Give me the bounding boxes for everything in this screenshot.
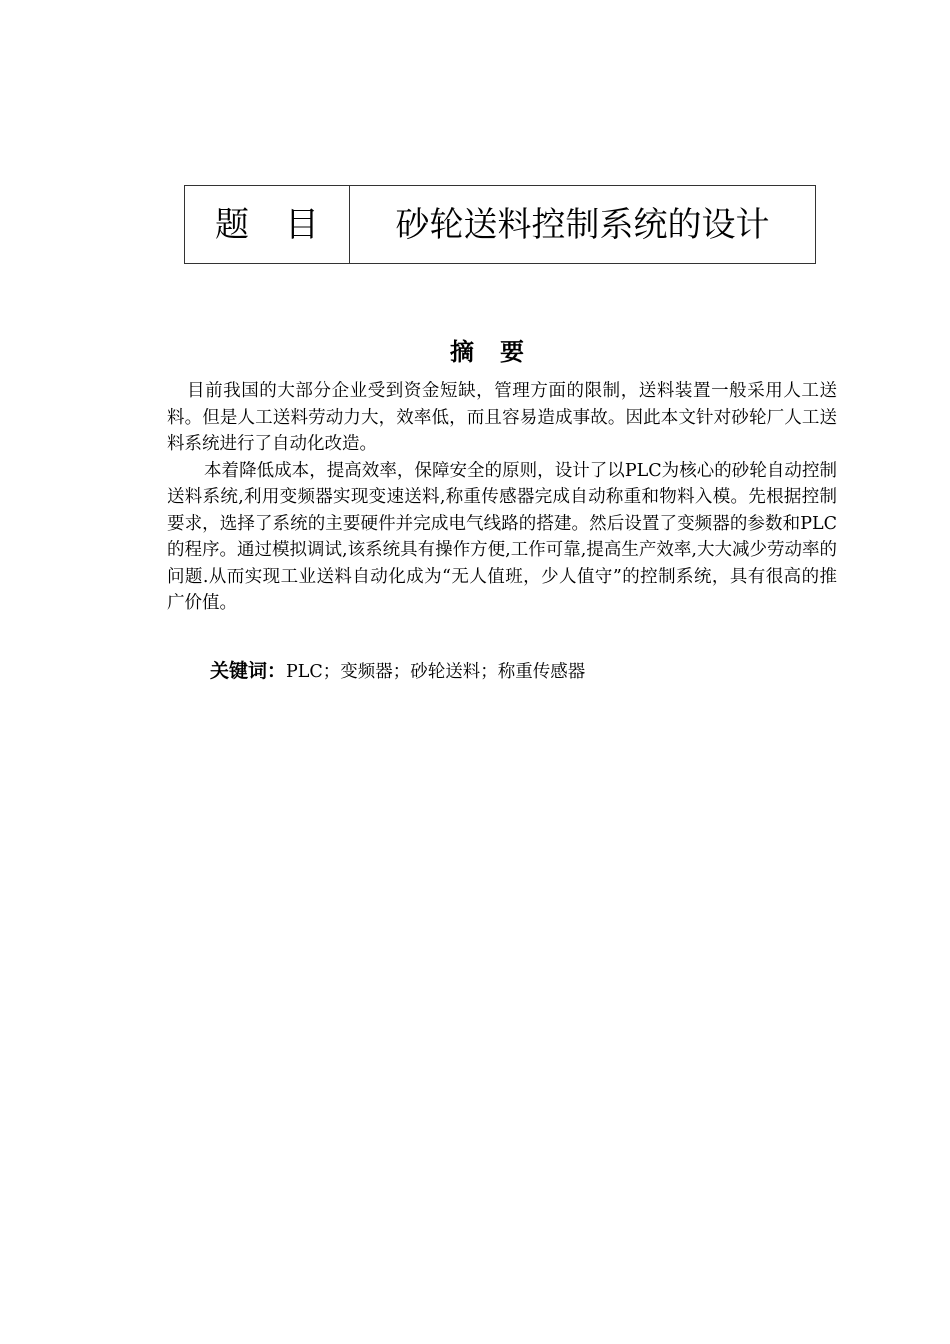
abstract-heading: 摘要 (450, 338, 550, 366)
abstract-paragraph: 本着降低成本，提高效率，保障安全的原则，设计了以PLC为核心的砂轮自动控制送料系统,利用变频器实现变速送料,称重传感器完成自动称重和物料入模。先根据控制要求，选择了系统的主要硬件并完成电气线路的搭建。然后设置了变频器的参数和PLC的程序。通过模拟调试,该系统具有操作方便,工作可靠,提高生产效率,大大减少劳动率的问题.从而实现工业送料自动化成为“无人值班，少人值守”的控制系统，具有很高的推广价值。 (167, 460, 837, 613)
keywords-label: 关键词： (210, 660, 287, 682)
keywords-line (210, 657, 585, 686)
abstract-body (167, 378, 837, 617)
title-value-cell (350, 186, 815, 263)
thesis-title: 砂轮送料控制系统的设计 (395, 204, 770, 245)
title-label: 题目 (215, 204, 355, 245)
keywords-value: PLC；变频器；砂轮送料；称重传感器 (286, 662, 586, 682)
title-table (184, 185, 816, 264)
title-label-cell (185, 186, 355, 263)
abstract-paragraph: 目前我国的大部分企业受到资金短缺，管理方面的限制，送料装置一般采用人工送料。但是人工送料劳动力大，效率低，而且容易造成事故。因此本文针对砂轮厂人工送料系统进行了自动化改造。 (167, 381, 837, 454)
